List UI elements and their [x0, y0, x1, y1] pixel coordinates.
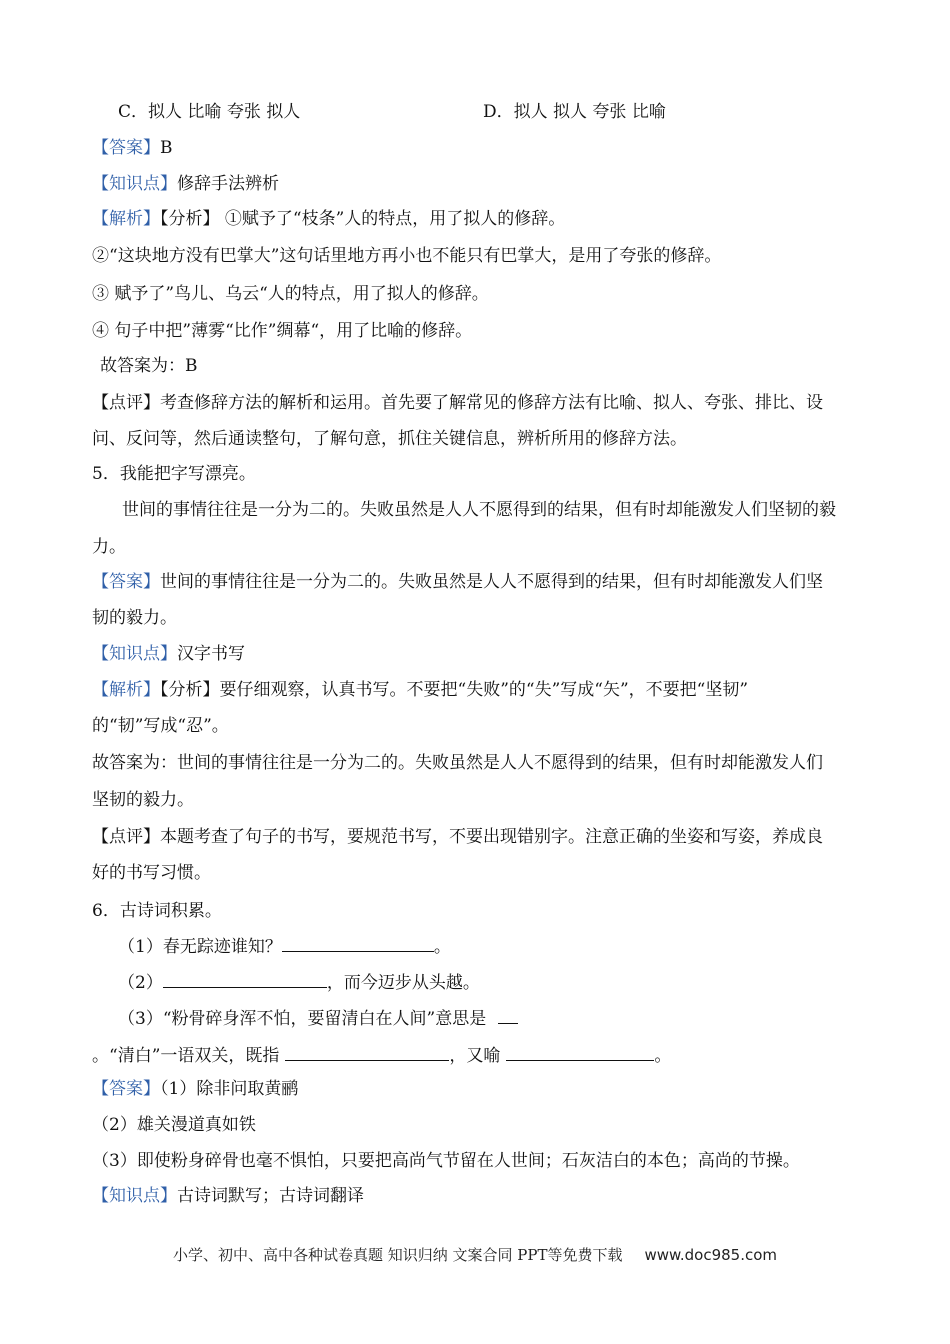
answer-tag: 【答案】: [92, 138, 160, 158]
item2-text: ，而今迈步从头越。: [326, 973, 480, 993]
q6-item1: [118, 935, 451, 958]
q6-title: 6．古诗词积累。: [92, 901, 222, 921]
blank-4[interactable]: [285, 1044, 449, 1061]
q5-review-line1: 【点评】本题考查了句子的书写，要规范书写，不要出现错别字。注意正确的坐姿和写姿，养成良: [92, 827, 823, 847]
q5-review-line2: 好的书写习惯。: [92, 863, 211, 883]
knowledge-point-tag: 【知识点】: [92, 174, 177, 194]
q4-review-line1: 【点评】考查修辞方法的解析和运用。首先要了解常见的修辞方法有比喻、拟人、夸张、排比、设: [92, 393, 823, 413]
answer-text: 世间的事情往往是一分为二的。失败虽然是人人不愿得到的结果，但有时却能激发人们坚: [160, 572, 823, 592]
knowledge-point-tag: 【知识点】: [92, 1186, 177, 1206]
page-footer: [0, 1244, 950, 1265]
q5-analysis-line2: 的“韧”写成“忍”。: [92, 716, 229, 736]
q6-item2: [118, 971, 480, 994]
item3b-start: 。“清白”一语双关，既指: [92, 1046, 280, 1066]
answer-tag: 【答案】: [92, 1079, 160, 1099]
answer-text: B: [160, 138, 173, 158]
analysis-tag: 【解析】: [92, 680, 160, 700]
q5-answer-line2: 韧的毅力。: [92, 608, 177, 628]
analysis-text: 【分析】 ①赋予了“枝条”人的特点，用了拟人的修辞。: [160, 209, 566, 229]
q6-knowledge-point: [92, 1185, 364, 1207]
footer-text: 小学、初中、高中各种试卷真题 知识归纳 文案合同 PPT等免费下载: [172, 1246, 623, 1264]
q4-analysis-line2: ②“这块地方没有巴掌大”这句话里地方再小也不能只有巴掌大，是用了夸张的修辞。: [92, 246, 722, 266]
q5-conclusion-line1: 故答案为：世间的事情往往是一分为二的。失败虽然是人人不愿得到的结果，但有时却能激发人们: [92, 753, 823, 773]
q5-conclusion-line2: 坚韧的毅力。: [92, 790, 194, 810]
q5-analysis: [92, 679, 748, 701]
option-c: C．拟人 比喻 夸张 拟人: [118, 102, 301, 122]
q5-text-line2: 力。: [92, 537, 126, 557]
knowledge-point-text: 汉字书写: [177, 644, 245, 664]
q5-title: 5．我能把字写漂亮。: [92, 464, 256, 484]
q4-analysis-line4: ④ 句子中把”薄雾“比作”绸幕“，用了比喻的修辞。: [92, 321, 473, 341]
q4-conclusion: 故答案为：B: [100, 356, 198, 376]
q6-answer: [92, 1078, 298, 1100]
footer-url[interactable]: www.doc985.com: [644, 1246, 778, 1264]
knowledge-point-text: 修辞手法辨析: [177, 174, 279, 194]
item1-end: 。: [433, 937, 451, 957]
option-d: D．拟人 拟人 夸张 比喻: [483, 102, 666, 122]
item3b-mid: ，又喻: [449, 1046, 501, 1066]
q6-item3: [118, 1007, 518, 1030]
knowledge-point-tag: 【知识点】: [92, 644, 177, 664]
blank-1[interactable]: [282, 935, 434, 952]
q5-text-line1: 世间的事情往往是一分为二的。失败虽然是人人不愿得到的结果，但有时却能激发人们坚韧的毅: [122, 500, 836, 520]
q5-answer: [92, 571, 823, 593]
blank-2[interactable]: [163, 971, 327, 988]
q4-analysis-line3: ③ 赋予了”鸟儿、乌云“人的特点，用了拟人的修辞。: [92, 284, 489, 304]
q5-knowledge-point: [92, 643, 245, 665]
q6-item3-continued: [92, 1044, 671, 1067]
blank-3[interactable]: [498, 1007, 518, 1024]
q4-knowledge-point: [92, 173, 279, 195]
answer-text: （1）除非问取黄鹂: [160, 1079, 299, 1099]
item1-text: （1）春无踪迹谁知？: [118, 937, 282, 957]
item3b-end: 。: [654, 1046, 672, 1066]
analysis-text: 【分析】要仔细观察，认真书写。不要把“失败”的“失”写成“矢”，不要把“坚韧”: [160, 680, 749, 700]
item2-start: （2）: [118, 973, 163, 993]
blank-5[interactable]: [506, 1044, 654, 1061]
analysis-tag: 【解析】: [92, 209, 160, 229]
q4-review-line2: 问、反问等，然后通读整句，了解句意，抓住关键信息，辨析所用的修辞方法。: [92, 429, 687, 449]
answer-tag: 【答案】: [92, 572, 160, 592]
q6-answer-2: （2）雄关漫道真如铁: [92, 1115, 256, 1135]
q4-answer: [92, 137, 173, 159]
knowledge-point-text: 古诗词默写；古诗词翻译: [177, 1186, 364, 1206]
item3-text: （3）“粉骨碎身浑不怕，要留清白在人间”意思是: [118, 1009, 487, 1029]
q4-analysis: [92, 208, 565, 230]
q6-answer-3: （3）即使粉身碎骨也毫不惧怕，只要把高尚气节留在人世间；石灰洁白的本色；高尚的节操。: [92, 1151, 800, 1171]
